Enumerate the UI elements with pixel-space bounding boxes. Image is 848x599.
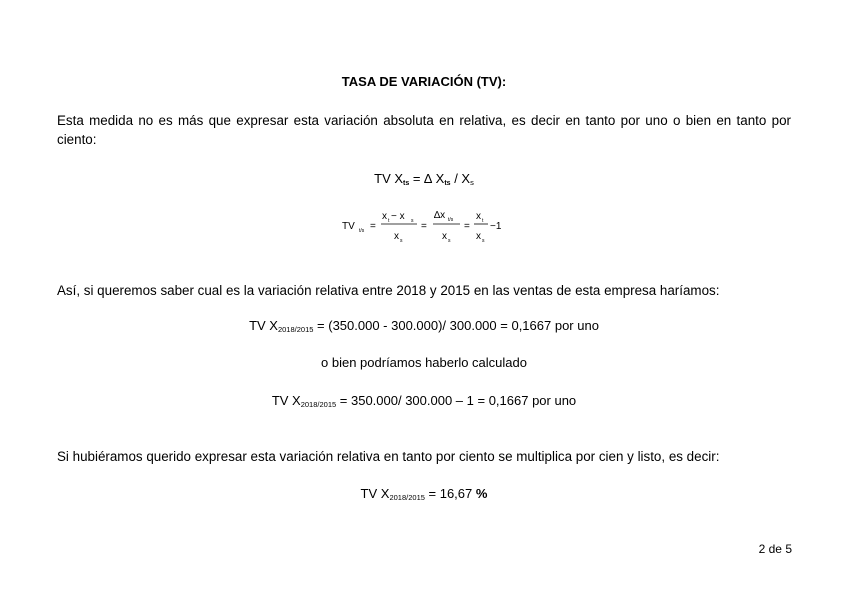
formula2-lhs: TV xyxy=(342,221,355,232)
frac1-num-sub1: t xyxy=(388,218,390,224)
frac3-num: x xyxy=(476,211,481,222)
calc-3 xyxy=(0,486,848,502)
calc2-sub: 2018/2015 xyxy=(300,400,337,409)
formula1-mid-sub: ts xyxy=(444,180,451,187)
frac1-num-sub2: s xyxy=(411,218,414,224)
formula1-lhs: TV X xyxy=(374,171,404,186)
calc3-percent-sign: % xyxy=(475,486,488,501)
formula1-lhs-sub: ts xyxy=(403,180,410,187)
formula2-eq1: = xyxy=(370,221,376,232)
calc-1 xyxy=(0,318,848,334)
frac1-den-sub: s xyxy=(400,238,403,244)
formula1-rhs-sub: s xyxy=(470,178,474,187)
formula1-rhs: / X xyxy=(450,171,471,186)
calc3-rhs: = 16,67 xyxy=(424,486,476,501)
frac2-num: ∆x xyxy=(434,210,446,221)
calc2-lhs: TV X xyxy=(271,393,301,408)
percent-intro-paragraph: Si hubiéramos querido expresar esta variación relativa en tanto por ciento se multiplica por cien y listo, es decir: xyxy=(57,449,720,464)
calc2-rhs: = 350.000/ 300.000 – 1 = 0,1667 por uno xyxy=(336,393,577,408)
calc1-lhs: TV X xyxy=(249,318,278,333)
formula2-eq3: = xyxy=(464,221,470,232)
frac2-num-sub: t/s xyxy=(448,217,454,223)
calc1-sub: 2018/2015 xyxy=(277,325,314,334)
formula-image xyxy=(340,204,516,248)
section-title: TASA DE VARIACIÓN (TV): xyxy=(341,74,507,89)
alt-text: o bien podríamos haberlo calculado xyxy=(321,355,527,370)
frac3-den: x xyxy=(476,231,481,242)
calc-2 xyxy=(0,393,848,409)
calc3-sub: 2018/2015 xyxy=(389,493,425,502)
page-number: 2 de 5 xyxy=(758,542,792,556)
example-intro-paragraph: Así, si queremos saber cual es la variación relativa entre 2018 y 2015 en las ventas de esta empresa haríamos: xyxy=(57,283,720,298)
frac2-den: x xyxy=(442,231,447,242)
frac3-den-sub: s xyxy=(482,238,485,244)
frac3-num-sub: t xyxy=(482,218,484,224)
frac2-den-sub: s xyxy=(448,238,451,244)
formula2-lhs-sub: t/s xyxy=(359,228,365,234)
formula2-tail: −1 xyxy=(490,221,502,232)
calc3-lhs: TV X xyxy=(360,486,390,501)
formula2-eq2: = xyxy=(421,221,427,232)
formula-definition xyxy=(0,171,848,187)
formula1-eq: = ∆ X xyxy=(409,171,445,186)
frac1-num: x xyxy=(382,211,387,222)
frac1-den: x xyxy=(394,231,399,242)
intro-paragraph: Esta medida no es más que expresar esta variación absoluta en relativa, es decir en tanto por uno o bien en tanto por ciento: xyxy=(57,113,791,147)
calc1-rhs: = (350.000 - 300.000)/ 300.000 = 0,1667 por uno xyxy=(313,318,599,333)
frac1-minus: − x xyxy=(391,211,405,222)
